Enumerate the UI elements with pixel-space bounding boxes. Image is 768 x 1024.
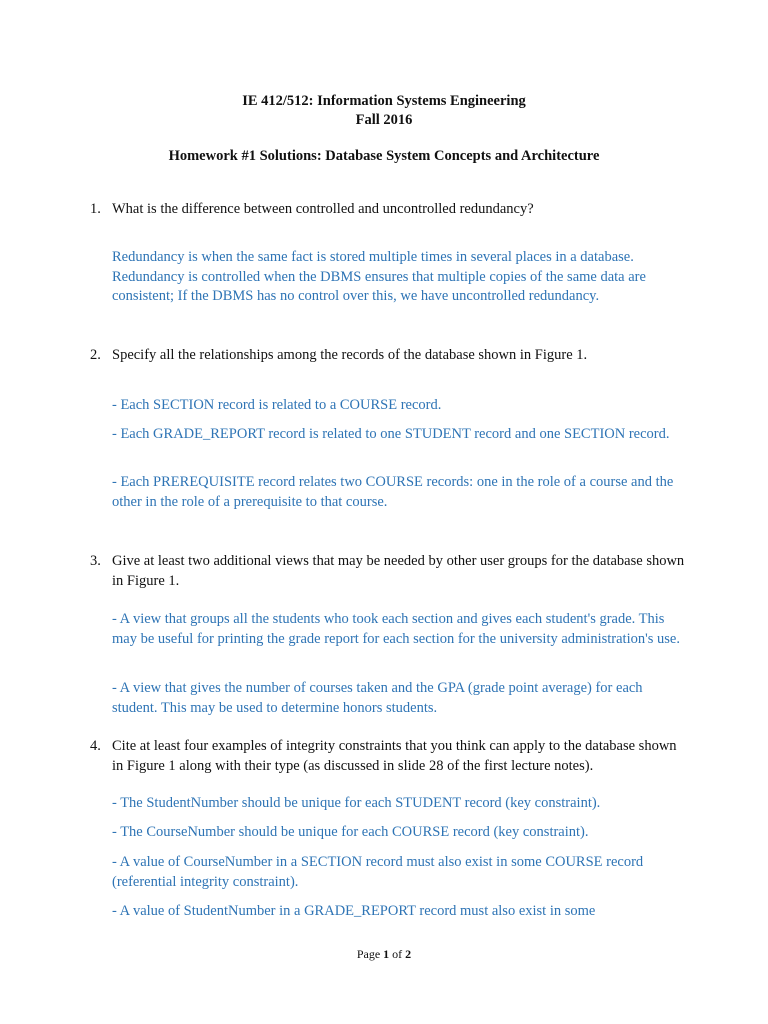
answer-3-2: - A view that gives the number of courses taken and the GPA (grade point average) for each student. This may be used to determine honors students. [112,680,643,716]
answer-2-3: - Each PREREQUISITE record relates two COURSE records: one in the role of a course and the other in the role of a prerequisite to that course. [112,474,674,510]
term: Fall 2016 [355,112,413,128]
answer-1-1: Redundancy is when the same fact is stored multiple times in several places in a database. Redundancy is controlled when the DBMS ensures that multiple copies of the same data are consistent; If the DBMS has no control over this, we have uncontrolled redundancy. [112,249,646,304]
question-text: Give at least two additional views that may be needed by other user groups for the database shown in Figure 1. [112,553,685,589]
question-3 [90,552,690,591]
answer-4-2: - The CourseNumber should be unique for each COURSE record (key constraint). [112,824,589,840]
question-4 [90,737,690,776]
question-number: 3. [90,553,101,569]
of-word: of [392,947,403,961]
question-number: 1. [90,201,101,217]
page-footer [0,947,768,962]
question-text: Specify all the relationships among the records of the database shown in Figure 1. [112,347,588,363]
question-number: 4. [90,738,101,754]
course-title: IE 412/512: Information Systems Engineering [242,93,526,109]
question-text: Cite at least four examples of integrity constraints that you think can apply to the database shown in Figure 1 along with their type (as discussed in slide 28 of the first lecture notes). [112,738,677,774]
question-text: What is the difference between controlled and uncontrolled redundancy? [112,201,534,217]
answer-4-4: - A value of StudentNumber in a GRADE_REPORT record must also exist in some [112,903,596,919]
homework-title: Homework #1 Solutions: Database System Concepts and Architecture [168,148,600,164]
answer-4-1: - The StudentNumber should be unique for each STUDENT record (key constraint). [112,795,601,811]
answer-2-2: - Each GRADE_REPORT record is related to one STUDENT record and one SECTION record. [112,426,670,442]
answer-3-1: - A view that groups all the students who took each section and gives each student's grade. This may be useful for printing the grade report for each section for the university administration's use. [112,611,680,647]
current-page: 1 [383,947,390,961]
question-1 [90,200,690,220]
question-2 [90,346,690,366]
answer-2-1: - Each SECTION record is related to a COURSE record. [112,397,442,413]
question-number: 2. [90,347,101,363]
total-pages: 2 [405,947,412,961]
answer-4-3: - A value of CourseNumber in a SECTION record must also exist in some COURSE record (referential integrity constraint). [112,854,644,890]
page-word: Page [356,947,381,961]
